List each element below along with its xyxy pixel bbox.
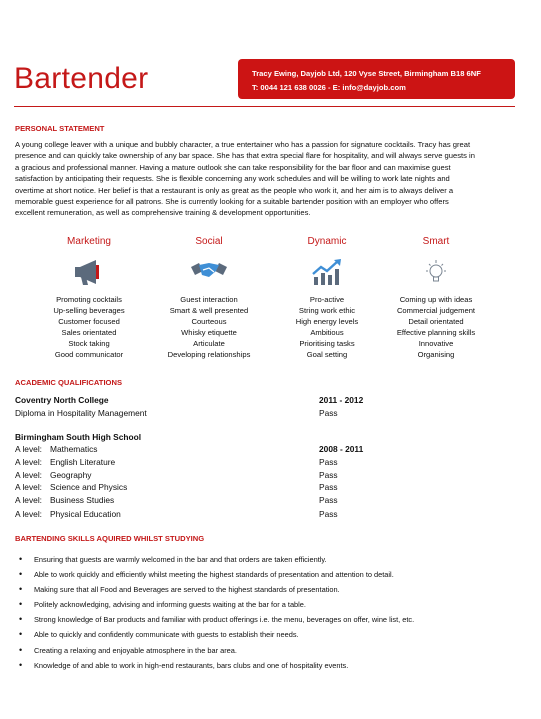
skill-item: Effective planning skills [396, 328, 476, 337]
skill-item: Detail orientated [408, 317, 464, 326]
alevel-result: Pass [319, 482, 338, 492]
college-result: Pass [319, 408, 338, 418]
skill-item: Promoting cocktails [56, 295, 122, 304]
skill-column-smart [381, 236, 491, 360]
college-course: Diploma in Hospitality Management [15, 408, 147, 418]
statement-line: excellent remuneration, as well as comprehensive training & development opportunities. [15, 208, 311, 218]
alevel-subject: English Literature [50, 457, 116, 467]
alevel-label: A level: [15, 482, 43, 492]
personal-statement-text [15, 139, 518, 219]
skill-item: Up-selling beverages [53, 306, 125, 315]
contact-address: Tracy Ewing, Dayjob Ltd, 120 Vyse Street, Birmingham B18 6NF [252, 69, 481, 78]
skill-list [154, 294, 264, 360]
skill-item: Courteous [191, 317, 227, 326]
list-item: • Knowledge of and able to work in high-end restaurants, bars clubs and one of hospitality events. [15, 658, 525, 673]
statement-line: overtime at short notice. Her belief is that a restaurant is only as great as the people who work it, and her aim is to always deliver a [15, 185, 454, 195]
megaphone-icon [34, 250, 144, 294]
skill-item: Ambitious [310, 328, 344, 337]
skill-item: Developing relationships [167, 350, 251, 359]
skill-item: Prioritising tasks [299, 339, 355, 348]
alevel-result: Pass [319, 457, 338, 467]
alevel-subject: Geography [50, 470, 92, 480]
academic-heading: ACADEMIC QUALIFICATIONS [15, 378, 123, 387]
alevel-result: Pass [319, 470, 338, 480]
header-divider [14, 106, 515, 107]
skill-list [272, 294, 382, 360]
statement-line: A young college leaver with a unique and bubbly character, a true entertainer who has a passion for signature cocktails. Tracy has great [15, 140, 471, 149]
statement-line: a gracious and professional manner. Having a mature outlook she can take responsibility for the bar floor and can maximise guest [15, 162, 451, 172]
alevel-result: Pass [319, 509, 338, 519]
skill-item: Stock taking [68, 339, 110, 348]
skill-item: Organising [417, 350, 455, 359]
personal-statement-heading: PERSONAL STATEMENT [15, 124, 105, 133]
alevel-subject: Business Studies [50, 495, 115, 505]
skill-list [381, 294, 491, 360]
skill-item: Whisky etiquette [181, 328, 237, 337]
skill-item: Goal setting [306, 350, 348, 359]
list-item: • Making sure that all Food and Beverages are served to the highest standards of presentation. [15, 582, 525, 597]
school-name: Birmingham South High School [15, 432, 142, 442]
list-item: • Politely acknowledging, advising and informing guests waiting at the bar for a table. [15, 597, 525, 612]
bartending-heading: BARTENDING SKILLS AQUIRED WHILST STUDYING [15, 534, 205, 543]
school-years: 2008 - 2011 [319, 444, 364, 454]
skill-item: Good communicator [54, 350, 124, 359]
alevel-label: A level: [15, 444, 43, 454]
contact-phone-email: T: 0044 121 638 0026 - E: info@dayjob.com [252, 83, 406, 92]
skill-item: Coming up with ideas [399, 295, 473, 304]
alevel-label: A level: [15, 457, 43, 467]
handshake-icon [154, 250, 264, 294]
skill-item: Commercial judgement [396, 306, 476, 315]
skill-item: Guest interaction [180, 295, 238, 304]
skill-item: Smart & well presented [169, 306, 249, 315]
lightbulb-icon [381, 250, 491, 294]
skill-column-social [154, 236, 264, 360]
skill-title: Smart [422, 236, 450, 247]
skill-item: Articulate [193, 339, 225, 348]
bartending-skill-list [15, 552, 525, 673]
skill-column-marketing [34, 236, 144, 360]
growth-chart-icon [272, 250, 382, 294]
skill-item: Innovative [418, 339, 454, 348]
college-name: Coventry North College [15, 395, 109, 405]
list-item: • Ensuring that guests are warmly welcomed in the bar and that orders are taken efficiently. [15, 552, 525, 567]
skill-item: Customer focused [58, 317, 120, 326]
list-item: • Creating a relaxing and enjoyable atmosphere in the bar area. [15, 643, 525, 658]
resume-title: Bartender [14, 62, 149, 95]
statement-line: satisfaction by anticipating their requests. She is flexible concerning any work schedules and will be willing to work late nights and [15, 174, 450, 184]
skill-list [34, 294, 144, 360]
skill-title: Marketing [67, 236, 111, 247]
alevel-subject: Physical Education [50, 509, 121, 519]
list-item: • Able to work quickly and efficiently whilst meeting the highest standards of presentation and attention to detail. [15, 567, 525, 582]
list-item: • Strong knowledge of Bar products and familiar with product offerings i.e. the menu, beverages on offer, wine list, etc. [15, 612, 525, 627]
alevel-result: Pass [319, 495, 338, 505]
alevel-subject: Mathematics [50, 444, 98, 454]
alevel-label: A level: [15, 470, 43, 480]
skill-item: Sales orientated [61, 328, 117, 337]
statement-line: presence and can quickly take ownership of any bar space. She has that extra special flare for hospitality, and will always serve guests in [15, 151, 475, 161]
list-item: • Able to quickly and confidently communicate with guests to establish their needs. [15, 627, 525, 642]
skill-item: High energy levels [295, 317, 359, 326]
skill-title: Social [195, 236, 223, 247]
alevel-label: A level: [15, 509, 43, 519]
contact-box [238, 59, 515, 99]
skill-title: Dynamic [307, 236, 347, 247]
skill-item: String work ethic [298, 306, 356, 315]
alevel-label: A level: [15, 495, 43, 505]
skill-item: Pro-active [309, 295, 345, 304]
college-years: 2011 - 2012 [319, 395, 364, 405]
alevel-subject: Science and Physics [50, 482, 128, 492]
skill-column-dynamic [272, 236, 382, 360]
statement-line: memorable guest experience for all patrons. She is currently looking for a suitable bartender position with an employer who offers [15, 197, 449, 207]
